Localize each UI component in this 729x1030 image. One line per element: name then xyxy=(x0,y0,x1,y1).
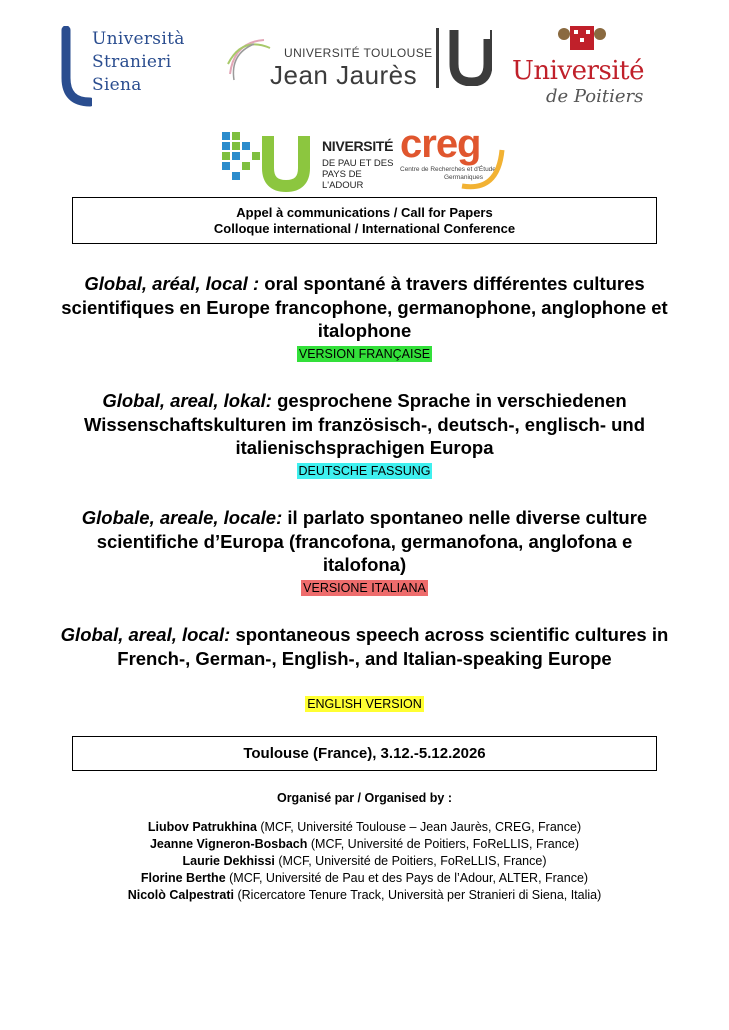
cfp-line-1: Appel à communications / Call for Papers xyxy=(236,205,493,220)
poitiers-line-1: Université xyxy=(512,56,644,86)
organiser-name: Nicolò Calpestrati xyxy=(127,888,234,902)
organiser-affiliation: (Ricercatore Tenure Track, Università per Stranieri di Siena, Italia) xyxy=(234,888,602,902)
pau-line-3: PAYS DE L'ADOUR xyxy=(322,169,364,191)
tag-italian-label: VERSIONE ITALIANA xyxy=(303,581,426,595)
title-german xyxy=(60,389,669,460)
pau-line-2: DE PAU ET DES xyxy=(322,158,394,169)
title-german-rest: gesprochene Sprache in verschiedenen Wissenschaftskulturen im französisch-, deutsch-, englisch- und italienischsprachigen Europa xyxy=(83,390,646,458)
title-english-rest: spontaneous speech across scientific cultures in French-, German-, English-, and Italian-speaking Europe xyxy=(117,624,669,669)
universite-toulouse-logo xyxy=(224,26,496,90)
toulouse-divider xyxy=(436,28,439,88)
tag-english xyxy=(0,696,729,712)
creg-subtitle-1: Centre de Recherches et d'Études xyxy=(400,166,500,173)
siena-line-1: Università xyxy=(92,29,185,49)
title-french-italic: Global, aréal, local : xyxy=(84,273,260,294)
toulouse-line-1: UNIVERSITÉ TOULOUSE xyxy=(284,46,433,60)
pau-line-1: NIVERSITÉ xyxy=(322,138,394,154)
tag-german xyxy=(0,463,729,479)
title-italian-rest: il parlato spontaneo nelle diverse culture scientifiche d’Europa (francofona, germanofona, anglofona e italofona) xyxy=(96,507,648,575)
toulouse-line-2: Jean Jaurès xyxy=(270,60,418,90)
cfp-line-2: Colloque international / International Conference xyxy=(213,221,516,236)
tag-german-label: DEUTSCHE FASSUNG xyxy=(298,464,431,478)
organiser-name: Florine Berthe xyxy=(140,871,226,885)
organiser-affiliation: (MCF, Université Toulouse – Jean Jaurès, CREG, France) xyxy=(256,820,582,834)
call-for-papers-box xyxy=(72,197,657,244)
tag-french-label: VERSION FRANÇAISE xyxy=(298,347,431,361)
creg-logo xyxy=(398,122,508,194)
creg-name: creg xyxy=(400,122,481,166)
title-german-italic: Global, areal, lokal: xyxy=(102,390,272,411)
pau-pixel-u-icon xyxy=(218,130,322,192)
tag-italian xyxy=(0,580,729,596)
organiser-item xyxy=(40,836,689,853)
title-french xyxy=(60,272,669,343)
siena-u-mark-icon xyxy=(58,26,92,108)
organiser-item xyxy=(40,887,689,904)
universita-stranieri-siena-logo xyxy=(58,26,198,108)
poitiers-coat-of-arms-icon xyxy=(558,22,606,58)
universite-de-pau-logo xyxy=(218,128,402,194)
organiser-affiliation: (MCF, Université de Poitiers, FoReLLIS, France) xyxy=(274,854,547,868)
organiser-name: Liubov Patrukhina xyxy=(147,820,257,834)
organiser-name: Jeanne Vigneron-Bosbach xyxy=(149,837,308,851)
organiser-item xyxy=(40,819,689,836)
location-box xyxy=(72,736,657,771)
organisers-list xyxy=(40,819,689,904)
creg-swoosh-icon xyxy=(458,142,506,192)
universite-de-poitiers-logo xyxy=(510,22,660,106)
organiser-name: Laurie Dekhissi xyxy=(182,854,275,868)
pau-line-2-3 xyxy=(322,158,402,191)
location-text: Toulouse (France), 3.12.-5.12.2026 xyxy=(243,745,486,762)
tag-french xyxy=(0,346,729,362)
siena-line-3: Siena xyxy=(92,75,142,95)
creg-subtitle-2: Germaniques xyxy=(444,173,484,181)
organiser-affiliation: (MCF, Université de Poitiers, FoReLLIS, France) xyxy=(307,837,580,851)
title-italian xyxy=(60,506,669,577)
poitiers-line-2: de Poitiers xyxy=(546,86,644,107)
toulouse-swirl-icon xyxy=(224,34,274,84)
toulouse-u-mark-icon xyxy=(446,30,492,86)
title-italian-italic: Globale, areale, locale: xyxy=(81,507,283,528)
organiser-item xyxy=(40,853,689,870)
title-english xyxy=(60,623,669,670)
siena-line-2: Stranieri xyxy=(92,52,172,72)
organiser-affiliation: (MCF, Université de Pau et des Pays de l’Adour, ALTER, France) xyxy=(225,871,589,885)
title-english-italic: Global, areal, local: xyxy=(60,624,231,645)
tag-english-label: ENGLISH VERSION xyxy=(307,697,422,711)
title-french-rest: oral spontané à travers différentes cultures scientifiques en Europe francophone, germanophone, anglophone et italophone xyxy=(61,273,668,341)
organiser-item xyxy=(40,870,689,887)
organised-by-heading: Organisé par / Organised by : xyxy=(276,791,453,805)
